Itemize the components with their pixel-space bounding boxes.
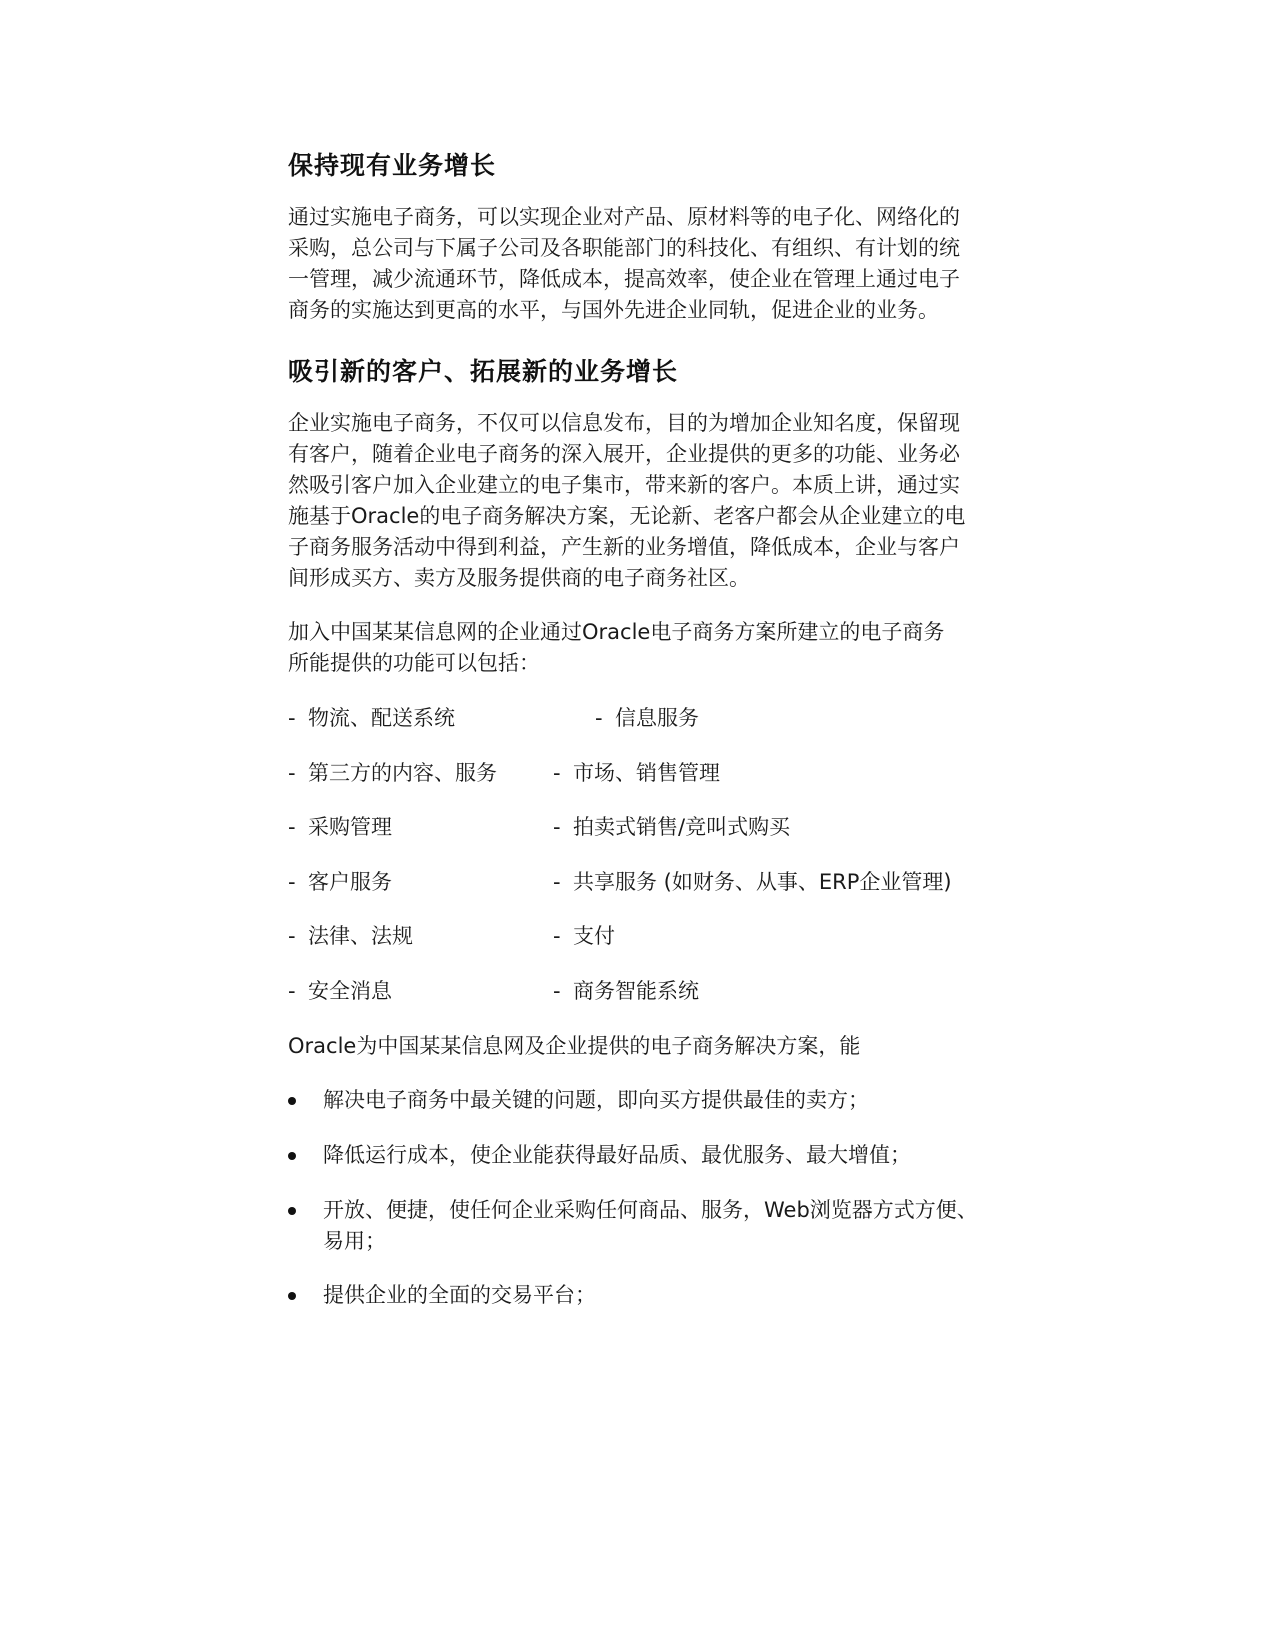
bullet-dot-icon (288, 1097, 296, 1105)
paragraph-line: 采购，总公司与下属子公司及各职能部门的科技化、有组织、有计划的统 (288, 236, 960, 260)
function-row (288, 703, 1048, 734)
paragraph-line: 施基于Oracle的电子商务解决方案，无论新、老客户都会从企业建立的电 (288, 504, 966, 528)
function-item-left: - 第三方的内容、服务 (288, 761, 497, 785)
function-item-right: - 商务智能系统 (553, 979, 699, 1003)
function-item-right: - 共享服务 (如财务、从事、ERP企业管理) (553, 870, 952, 894)
bullet-text: 易用； (323, 1229, 386, 1253)
bullet-dot-icon (288, 1207, 296, 1215)
function-row (288, 867, 1048, 898)
section-heading-growth: 保持现有业务增长 (288, 151, 497, 180)
function-row (288, 812, 1048, 843)
function-row (288, 921, 1048, 952)
paragraph-line: 商务的实施达到更高的水平，与国外先进企业同轨，促进企业的业务。 (288, 298, 939, 322)
function-item-right: - 支付 (553, 924, 615, 948)
function-item-left: - 采购管理 (288, 815, 392, 839)
paragraph-line: 有客户，随着企业电子商务的深入展开，企业提供的更多的功能、业务必 (288, 442, 960, 466)
paragraph-line: 间形成买方、卖方及服务提供商的电子商务社区。 (288, 566, 750, 590)
paragraph-line: 所能提供的功能可以包括： (288, 651, 540, 675)
function-item-left: - 物流、配送系统 (288, 706, 455, 730)
bullet-text: 降低运行成本，使企业能获得最好品质、最优服务、最大增值； (323, 1143, 911, 1167)
bullet-text: 提供企业的全面的交易平台； (323, 1283, 596, 1307)
function-item-left: - 客户服务 (288, 870, 392, 894)
paragraph-line: 然吸引客户加入企业建立的电子集市，带来新的客户。本质上讲，通过实 (288, 473, 960, 497)
function-item-right: - 拍卖式销售/竞叫式购买 (553, 815, 791, 839)
paragraph-line: 加入中国某某信息网的企业通过Oracle电子商务方案所建立的电子商务 (288, 620, 945, 644)
function-row (288, 758, 1048, 789)
paragraph-line: 子商务服务活动中得到利益，产生新的业务增值，降低成本，企业与客户 (288, 535, 960, 559)
paragraph-line: 一管理，减少流通环节，降低成本，提高效率，使企业在管理上通过电子 (288, 267, 960, 291)
function-row (288, 976, 1048, 1007)
paragraph-line: Oracle为中国某某信息网及企业提供的电子商务解决方案，能 (288, 1034, 861, 1058)
paragraph-growth (288, 202, 1048, 326)
function-item-right: - 市场、销售管理 (553, 761, 720, 785)
bullet-text: 开放、便捷，使任何企业采购任何商品、服务，Web浏览器方式方便、 (323, 1198, 978, 1222)
bullet-text: 解决电子商务中最关键的问题，即向买方提供最佳的卖方； (323, 1088, 869, 1112)
function-item-right: - 信息服务 (595, 706, 699, 730)
paragraph-functions-intro (288, 617, 1048, 679)
section-heading-new-customers: 吸引新的客户、拓展新的业务增长 (288, 357, 679, 386)
paragraph-new-customers (288, 408, 1048, 594)
paragraph-line: 企业实施电子商务，不仅可以信息发布，目的为增加企业知名度，保留现 (288, 411, 960, 435)
bullet-dot-icon (288, 1292, 296, 1300)
function-item-left: - 安全消息 (288, 979, 392, 1003)
paragraph-line: 通过实施电子商务，可以实现企业对产品、原材料等的电子化、网络化的 (288, 205, 960, 229)
paragraph-oracle-intro (288, 1031, 1048, 1062)
bullet-dot-icon (288, 1152, 296, 1160)
function-item-left: - 法律、法规 (288, 924, 413, 948)
